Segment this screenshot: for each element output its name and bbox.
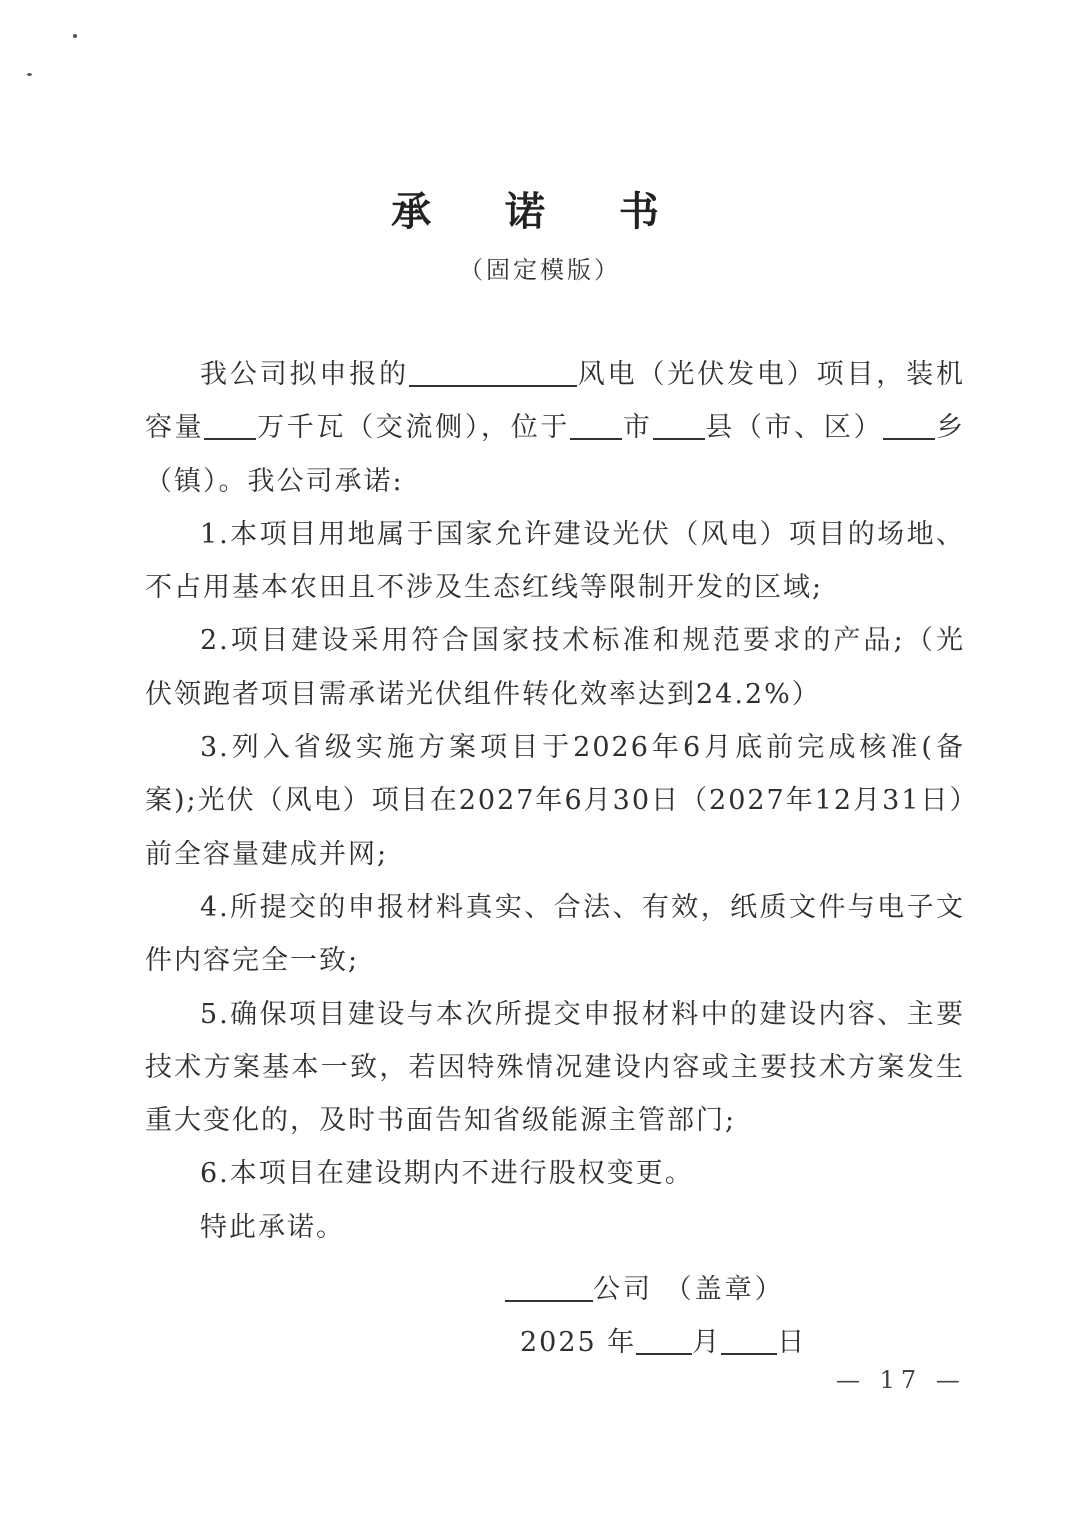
document-body [145,348,965,1254]
company-seal-label: 公司 （盖章） [593,1274,785,1305]
scan-speck [27,73,32,76]
commitment-item-6: 6.本项目在建设期内不进行股权变更。 [200,1158,694,1190]
commitment-item-4: 4.所提交的申报材料真实、合法、有效，纸质文件与电子文件内容完全一致; [145,891,965,977]
date-line [520,1320,806,1359]
commitment-item-3: 3.列入省级实施方案项目于2026年6月底前完成核准(备案);光伏（风电）项目在2027年6月30日（2027年12月31日）前全容量建成并网; [145,732,965,870]
commitment-item-5: 5.确保项目建设与本次所提交申报材料中的建设内容、主要技术方案基本一致，若因特殊情况建设内容或主要技术方案发生重大变化的，及时书面告知省级能源主管部门; [145,998,965,1137]
intro-text: 万千瓦（交流侧），位于 [256,412,571,444]
project-name-blank [409,358,577,387]
closing-statement: 特此承诺。 [200,1211,345,1243]
page-subtitle: （固定模版） [459,256,621,284]
date-year: 2025 年 [520,1327,637,1358]
page-title: 承 诺 书 [391,188,689,235]
page-number: — 17 — [836,1366,966,1394]
intro-text: 风电（光伏发电）项目，装机容量 [145,359,966,444]
signature-line [505,1267,785,1306]
month-blank [636,1326,692,1355]
township-blank [883,411,935,440]
county-blank [653,411,705,440]
intro-text: 我公司拟申报的 [200,359,409,390]
date-day-label: 日 [777,1327,807,1358]
commitment-item-1: 1.本项目用地属于国家允许建设光伏（风电）项目的场地、不占用基本农田且不涉及生态红线等限制开发的区域; [145,518,965,604]
intro-text: 乡（镇）。我公司承诺: [145,412,965,497]
intro-paragraph [145,348,965,508]
scan-speck [73,34,77,38]
date-month-label: 月 [692,1327,722,1358]
company-name-blank [505,1273,593,1302]
commitment-item-2: 2.项目建设采用符合国家技术标准和规范要求的产品;（光伏领跑者项目需承诺光伏组件转化效率达到24.2%） [145,625,965,710]
capacity-blank [204,411,256,440]
city-blank [570,411,622,440]
intro-text: 市 [622,412,653,444]
intro-text: 县（市、区） [704,412,884,444]
day-blank [721,1326,777,1355]
